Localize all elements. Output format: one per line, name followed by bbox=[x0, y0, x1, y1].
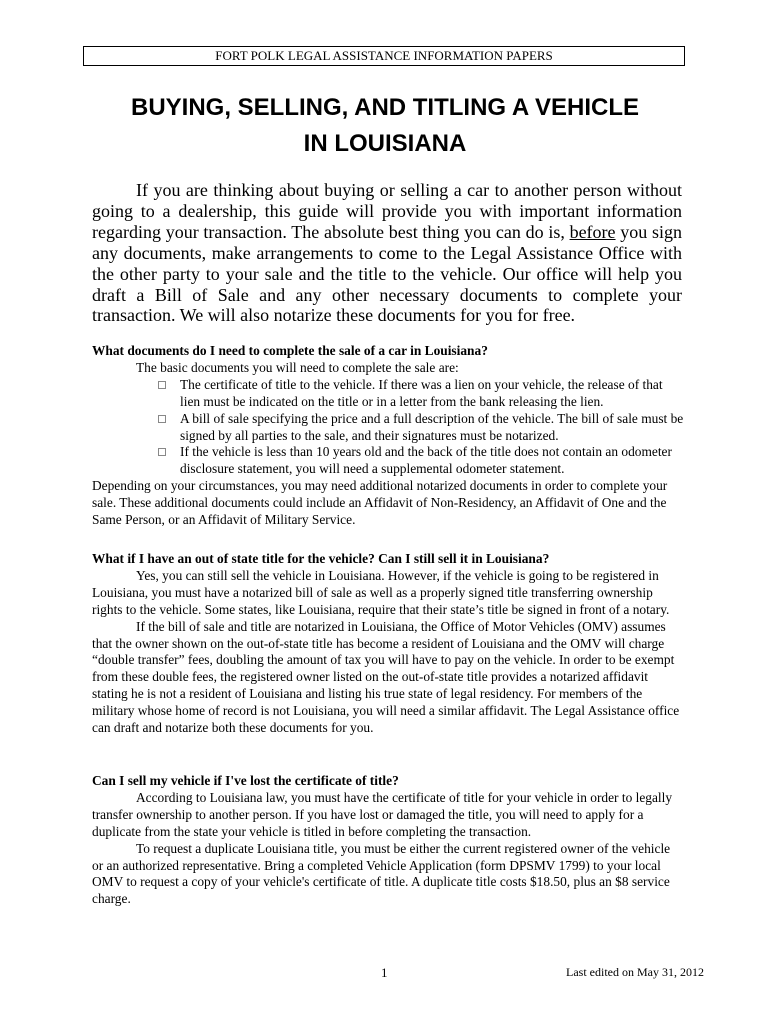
section-out-of-state-p2: If the bill of sale and title are notarized in Louisiana, the Office of Motor Vehicles (OMV) assumes that the owner shown on the out-of-state title has become a resident of Louisiana and the OMV will charge “double transfer” fees, doubling the amount of tax you will have to pay on the vehicle. In order to be exempt from these double fees, the registered owner listed on the out-of-state title provides a notarized affidavit stating he is not a resident of Louisiana and listing his true state of legal residency. For members of the military whose home of record is not Louisiana, you will need a similar affidavit. The Legal Assistance office can draft and notarize both these documents for you. bbox=[92, 618, 680, 736]
section-out-of-state-question: What if I have an out of state title for the vehicle? Can I still sell it in Louisiana? bbox=[92, 551, 550, 566]
checkbox-bullet-icon bbox=[158, 448, 166, 456]
page-title-line-2: IN LOUISIANA bbox=[303, 130, 467, 157]
intro-paragraph bbox=[92, 180, 682, 326]
last-edited: Last edited on May 31, 2012 bbox=[566, 965, 704, 979]
checkbox-bullet-icon bbox=[158, 415, 166, 423]
list-item: A bill of sale specifying the price and a full description of the vehicle. The bill of sale must be signed by all parties to the sale, and their signatures must be notarized. bbox=[92, 411, 684, 445]
page-number: 1 bbox=[381, 965, 388, 980]
section-lost-title bbox=[92, 773, 684, 908]
section-out-of-state-p1: Yes, you can still sell the vehicle in Louisiana. However, if the vehicle is going to be registered in Louisiana, you must have a notarized bill of sale as well as a properly signed title transferring ownership rights to the vehicle. Some states, like Louisiana, require that their state’s title be signed in front of a notary. bbox=[92, 567, 670, 617]
list-item: If the vehicle is less than 10 years old and the back of the title does not contain an odometer disclosure statement, you will need a supplemental odometer statement. bbox=[92, 444, 684, 478]
intro-text-part-2: you sign any documents, make arrangements to come to the Legal Assistance Office with the other party to your sale and the title to the vehicle. Our office will help you draft a Bill of Sale and any other necessary documents to complete your transaction. We will also notarize these documents for you for free. bbox=[92, 221, 682, 326]
documents-list bbox=[92, 377, 684, 478]
section-lost-title-p1: According to Louisiana law, you must have the certificate of title for your vehicle in order to legally transfer ownership to another person. If you have lost or damaged the title, you will need to apply for a duplicate from the state your vehicle is titled in before completing the transaction. bbox=[92, 789, 673, 839]
section-documents bbox=[92, 343, 684, 529]
intro-underlined-word: before bbox=[569, 221, 616, 242]
page-title-line-1: BUYING, SELLING, AND TITLING A VEHICLE bbox=[130, 94, 639, 121]
section-documents-closing: Depending on your circumstances, you may need additional notarized documents in order to complete your sale. These additional documents could include an Affidavit of Non-Residency, an Affidavit of One and the Same Person, or an Affidavit of Military Service. bbox=[92, 478, 668, 528]
section-documents-lead: The basic documents you will need to complete the sale are: bbox=[136, 359, 459, 375]
section-out-of-state bbox=[92, 551, 684, 737]
header-banner: FORT POLK LEGAL ASSISTANCE INFORMATION PAPERS bbox=[83, 46, 685, 66]
checkbox-bullet-icon bbox=[158, 381, 166, 389]
section-documents-question: What documents do I need to complete the sale of a car in Louisiana? bbox=[92, 343, 488, 358]
list-item: The certificate of title to the vehicle. If there was a lien on your vehicle, the release of that lien must be indicated on the title or in a letter from the bank releasing the lien. bbox=[92, 377, 684, 411]
section-lost-title-p2: To request a duplicate Louisiana title, you must be either the current registered owner of the vehicle or an authorized representative. Bring a completed Vehicle Application (form DPSMV 1799) to your local OMV to request a copy of your vehicle's certificate of title. A duplicate title costs $18.50, plus an $8 service charge. bbox=[92, 840, 671, 907]
section-lost-title-question: Can I sell my vehicle if I've lost the certificate of title? bbox=[92, 773, 399, 788]
intro-text-part-1: If you are thinking about buying or selling a car to another person without going to a dealership, this guide will provide you with important information regarding your transaction. The absolute best thing you can do is, bbox=[92, 180, 682, 242]
